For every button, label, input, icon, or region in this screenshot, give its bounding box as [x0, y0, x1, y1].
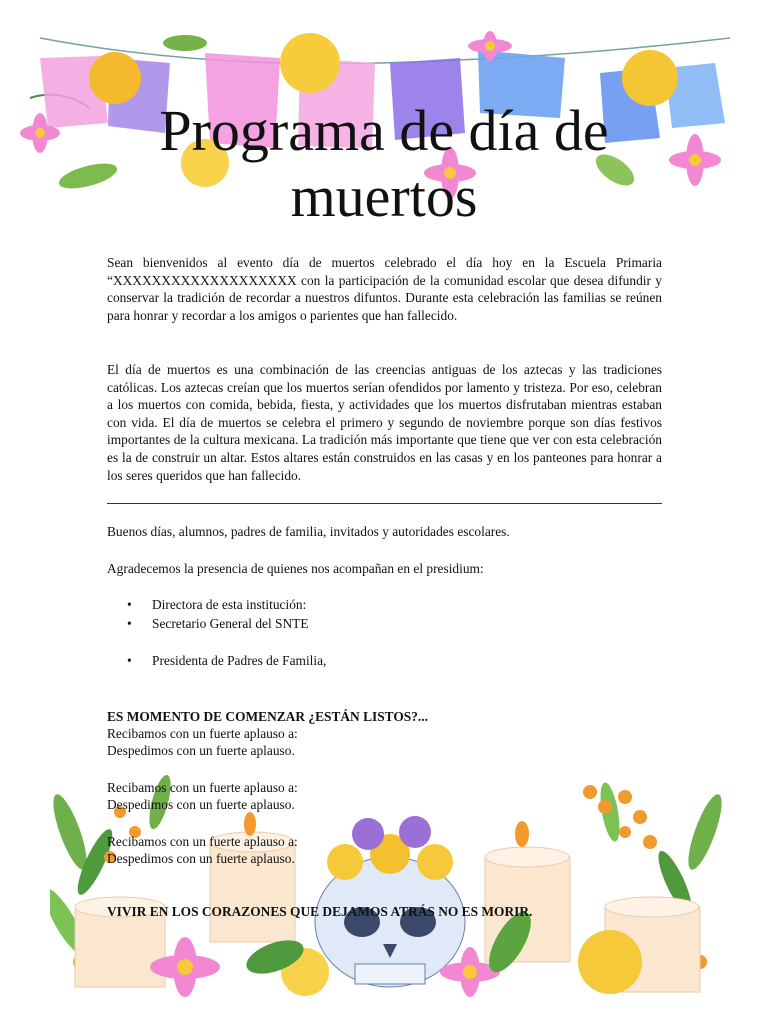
- receive-line: Recibamos con un fuerte aplauso a:: [107, 726, 298, 741]
- leaf: [682, 791, 728, 873]
- marigold-flower: [280, 33, 340, 93]
- list-item: [127, 652, 326, 670]
- pink-daisy-flower: [669, 134, 721, 186]
- flower-crown: [327, 816, 453, 880]
- list-item-text: Secretario General del SNTE: [152, 616, 309, 631]
- farewell-line: Despedimos con un fuerte aplauso.: [107, 743, 295, 758]
- intro-paragraph: Sean bienvenidos al evento día de muertos celebrado el día hoy en la Escuela Primaria “XXXXXXXXXXXXXXXXXXX con la participación de la comunidad escolar que desea difundir y conservar la tradición de recordar a nuestros difuntos. Durante esta celebración las familias se reúnen para honrar y recordar a los amigos o parientes que han fallecido.: [107, 255, 662, 323]
- bullet-icon: •: [127, 597, 132, 612]
- closing-phrase: VIVIR EN LOS CORAZONES QUE DEJAMOS ATRÁS NO ES MORIR.: [107, 904, 533, 919]
- marigold-flower: [578, 930, 642, 994]
- page-title: Programa de día de muertos: [159, 98, 609, 229]
- farewell-line: Despedimos con un fuerte aplauso.: [107, 851, 295, 866]
- divider-line: [107, 503, 662, 504]
- list-item: [127, 615, 309, 633]
- list-item-text: Presidenta de Padres de Familia,: [152, 653, 327, 668]
- history-paragraph: El día de muertos es una combinación de las creencias antiguas de los aztecas y las tradiciones católicas. Los aztecas creían que los muertos serían ofendidos por lamento y tristeza. Por eso, celebran a los muertos con comida, bebida, fiesta, y actividades que los muertos disfrutaban mientras estaban con vida. El día de muertos se celebra el primero y segundo de noviembre porque son días festivos importantes de la cultura mexicana. La tradición más importante que tiene que ver con esta celebración es la de construir un altar. Estos altares están construidos en las casas y en los panteones para honrar a los seres queridos que han fallecido.: [107, 362, 662, 483]
- greeting-line: Buenos días, alumnos, padres de familia, invitados y autoridades escolares.: [107, 524, 510, 539]
- list-item-text: Directora de esta institución:: [152, 597, 307, 612]
- section-heading: ES MOMENTO DE COMENZAR ¿ESTÁN LISTOS?...: [107, 709, 428, 724]
- farewell-line: Despedimos con un fuerte aplauso.: [107, 797, 295, 812]
- receive-line: Recibamos con un fuerte aplauso a:: [107, 780, 298, 795]
- thanks-line: Agradecemos la presencia de quienes nos acompañan en el presidium:: [107, 561, 484, 576]
- candle-left: [210, 812, 295, 942]
- receive-line: Recibamos con un fuerte aplauso a:: [107, 834, 298, 849]
- leaf: [163, 35, 207, 51]
- marigold-flower: [89, 52, 141, 104]
- bullet-icon: •: [127, 616, 132, 631]
- list-item: [127, 596, 306, 614]
- bullet-icon: •: [127, 653, 132, 668]
